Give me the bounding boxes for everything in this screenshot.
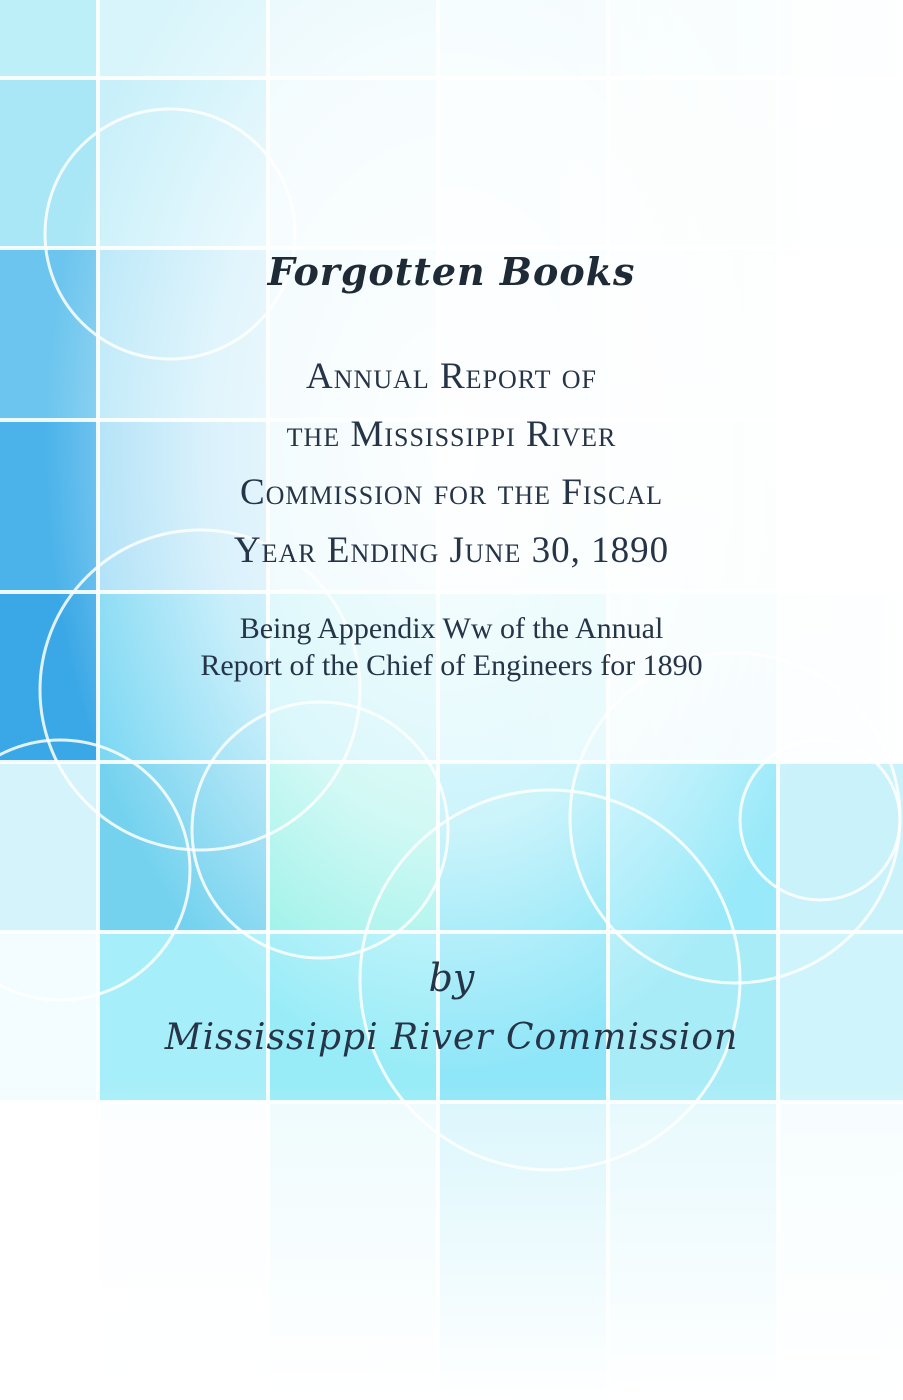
title-line: the Mississippi River: [286, 414, 617, 455]
title-line: Commission for the Fiscal: [239, 472, 664, 513]
subtitle-line: Being Appendix Ww of the Annual: [239, 612, 664, 645]
publisher-logo: [0, 232, 903, 312]
publisher-logo-text: Forgotten Books: [267, 249, 636, 294]
book-title: [60, 348, 843, 580]
subtitle-line: Report of the Chief of Engineers for 1890: [200, 649, 703, 682]
title-line: Annual Report of: [306, 356, 597, 397]
book-subtitle: [60, 610, 843, 684]
title-line: Year Ending June 30, 1890: [233, 530, 670, 571]
by-label: by: [428, 956, 475, 1000]
author-name: Mississippi River Commission: [164, 1017, 739, 1058]
